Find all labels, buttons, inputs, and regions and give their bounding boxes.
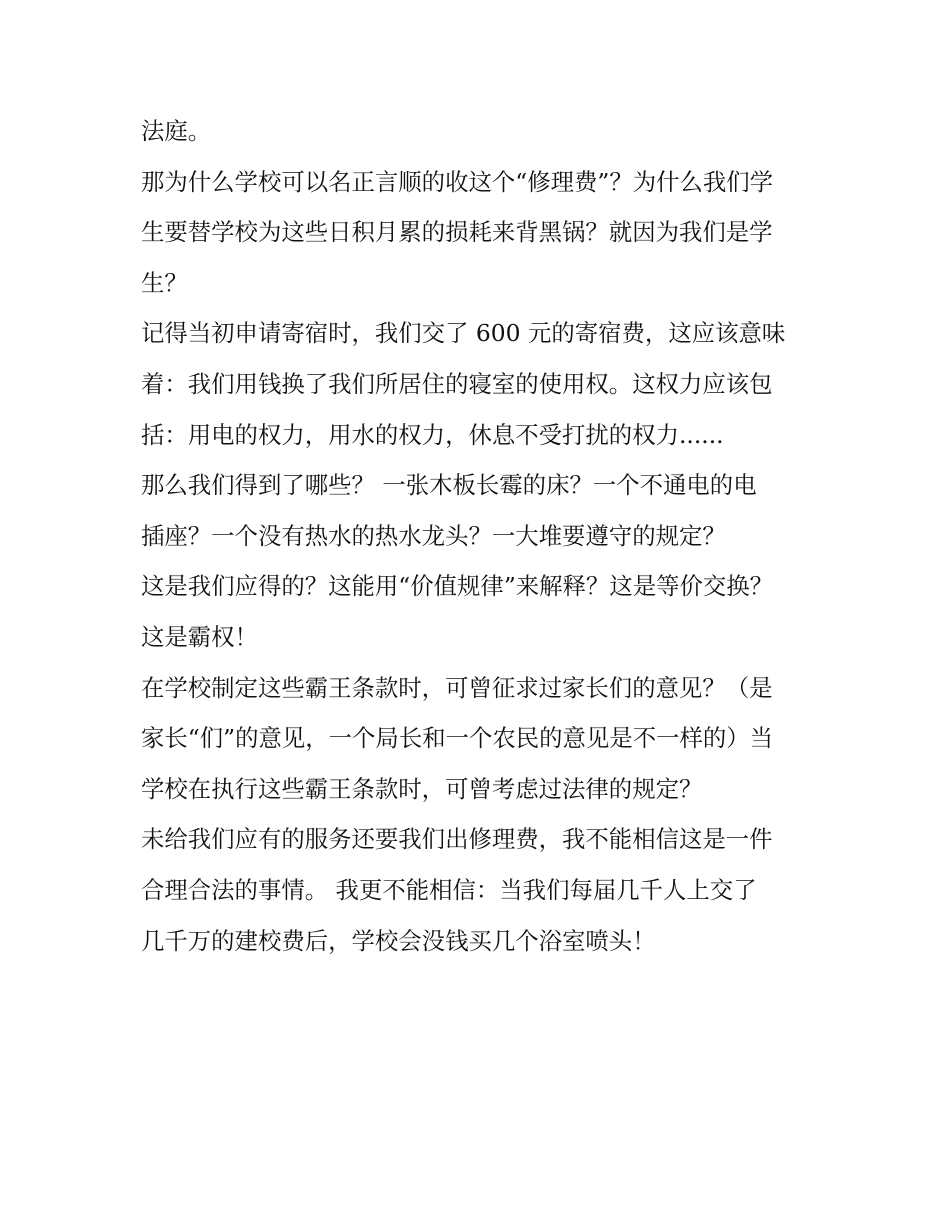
text-line: 生要替学校为这些日积月累的损耗来背黑锅？就因为我们是学 <box>141 218 773 247</box>
text-line: 记得当初申请寄宿时，我们交了 600 元的寄宿费，这应该意味 <box>141 319 786 348</box>
text-line: 学校在执行这些霸王条款时，可曾考虑过法律的规定？ <box>141 774 703 803</box>
text-line: 括：用电的权力，用水的权力，休息不受打扰的权力...... <box>141 420 724 449</box>
text-line: 几千万的建校费后，学校会没钱买几个浴室喷头！ <box>141 926 656 955</box>
text-line: 生？ <box>141 268 188 297</box>
text-line: 那为什么学校可以名正言顺的收这个“修理费”？为什么我们学 <box>141 167 774 196</box>
text-line: 那么我们得到了哪些？ 一张木板长霉的床？一个不通电的电 <box>141 471 757 500</box>
text-line: 未给我们应有的服务还要我们出修理费，我不能相信这是一件 <box>141 825 773 854</box>
text-line: 法庭。 <box>141 117 212 145</box>
text-line: 着：我们用钱换了我们所居住的寝室的使用权。这权力应该包 <box>141 369 773 398</box>
text-line: 在学校制定这些霸王条款时，可曾征求过家长们的意见？（是 <box>141 673 773 702</box>
text-line: 这是霸权！ <box>141 622 258 651</box>
text-line: 合理合法的事情。 我更不能相信：当我们每届几千人上交了 <box>141 875 757 904</box>
document-body <box>141 106 831 966</box>
text-line: 家长“们”的意见，一个局长和一个农民的意见是不一样的）当 <box>141 724 774 753</box>
text-line: 插座？一个没有热水的热水龙头？一大堆要遵守的规定？ <box>141 521 726 550</box>
text-line: 这是我们应得的？这能用“价值规律”来解释？这是等价交换？ <box>141 572 774 601</box>
